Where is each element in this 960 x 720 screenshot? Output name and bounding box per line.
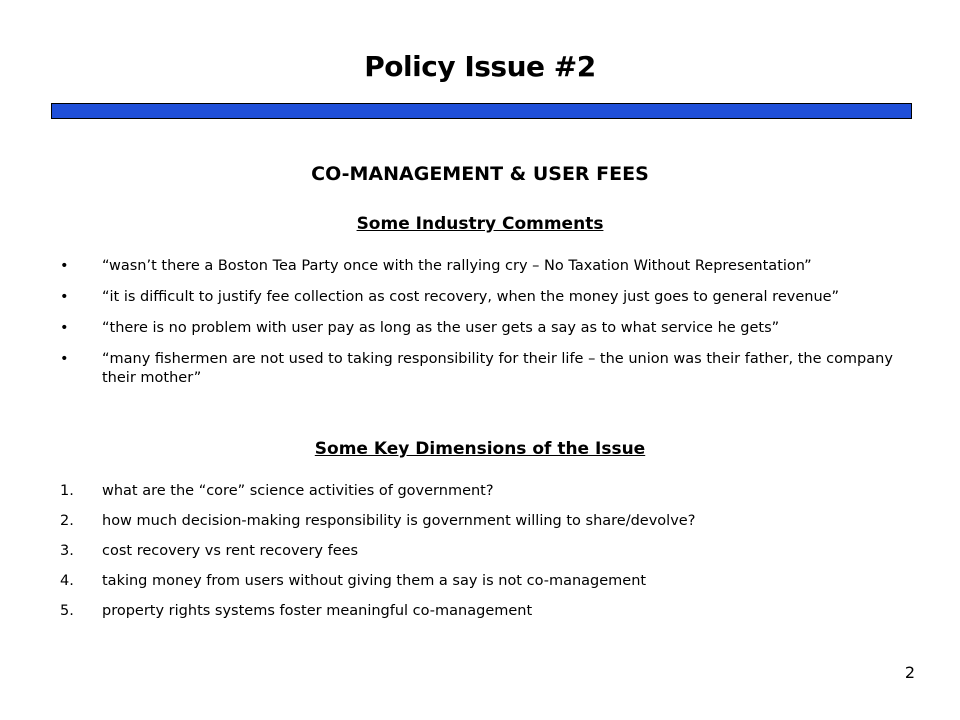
dimension-number: 4. (60, 573, 74, 589)
dimension-text: property rights systems foster meaningful co-management (102, 603, 533, 619)
comment-item (60, 319, 920, 338)
bullet-icon: • (60, 351, 69, 367)
industry-comments-list (60, 257, 920, 400)
dimension-item (60, 572, 920, 591)
dimension-item (60, 542, 920, 561)
dimension-number: 2. (60, 513, 74, 529)
dimension-text: cost recovery vs rent recovery fees (102, 543, 359, 559)
comment-text: “there is no problem with user pay as long as the user gets a say as to what service he gets” (102, 320, 780, 336)
key-dimensions-list (60, 482, 920, 632)
main-heading: CO-MANAGEMENT & USER FEES (311, 163, 649, 185)
dimension-text: how much decision-making responsibility is government willing to share/devolve? (102, 513, 696, 529)
dimension-number: 3. (60, 543, 74, 559)
industry-comments-heading: Some Industry Comments (356, 214, 604, 234)
dimension-item (60, 602, 920, 621)
bullet-icon: • (60, 320, 69, 336)
comment-item (60, 288, 920, 307)
bullet-icon: • (60, 289, 69, 305)
comment-item (60, 257, 920, 276)
dimension-item (60, 482, 920, 501)
comment-item (60, 350, 920, 388)
dimension-text: taking money from users without giving them a say is not co-management (102, 573, 647, 589)
key-dimensions-heading: Some Key Dimensions of the Issue (314, 439, 646, 459)
comment-text: “it is difficult to justify fee collection as cost recovery, when the money just goes to general revenue” (102, 289, 840, 305)
slide-title: Policy Issue #2 (364, 50, 596, 83)
dimension-number: 5. (60, 603, 74, 619)
comment-text: “wasn’t there a Boston Tea Party once with the rallying cry – No Taxation Without Representation” (102, 258, 812, 274)
dimension-text: what are the “core” science activities of government? (102, 483, 494, 499)
title-divider-bar (51, 103, 912, 119)
page-number: 2 (904, 663, 915, 682)
dimension-number: 1. (60, 483, 74, 499)
bullet-icon: • (60, 258, 69, 274)
dimension-item (60, 512, 920, 531)
comment-text: “many fishermen are not used to taking responsibility for their life – the union was their father, the company their mother” (102, 351, 893, 386)
